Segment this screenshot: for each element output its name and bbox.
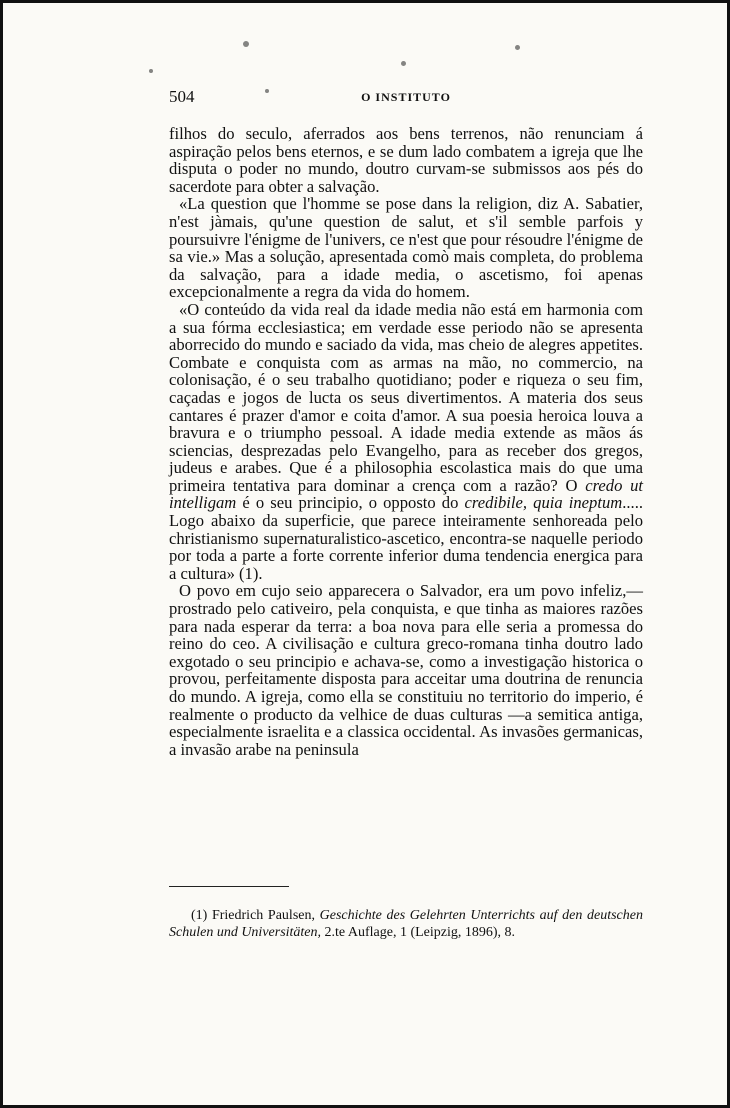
paragraph bbox=[169, 301, 643, 583]
latin-phrase: credo ut intelligam bbox=[169, 475, 643, 513]
paragraph-text: O povo em cujo seio apparecera o Salvador, era um povo infeliz,—prostrado pelo cativeiro, pela conquista, e que tinha as maiores razões para nada esperar da terra: a boa nova para elle seria a promessa do reino do ceo. A civilisação e cultura greco-romana tinha doutro lado exgotado o seu principio e achava-se, como a investigação historica o provou, perfeitamente disposta para acceitar uma doutrina de renuncia do mundo. A igreja, como ella se constituiu no territorio do imperio, é realmente o producto da velhice de duas culturas —a semitica antiga, especialmente israelita e a classica occidental. As invasões germanicas, a invasão arabe na peninsula bbox=[169, 581, 643, 759]
scanned-page bbox=[3, 3, 727, 1105]
scan-speck bbox=[265, 89, 269, 93]
page-number: 504 bbox=[169, 87, 195, 106]
body-text bbox=[169, 125, 643, 758]
paragraph bbox=[169, 125, 643, 195]
footnote-divider bbox=[169, 886, 289, 887]
paragraph-text: «O conteúdo da vida real da idade media não está em harmonia com a sua fórma ecclesiastica; em verdade esse periodo não se apresenta aborrecido do mundo e saciado da vida, mas cheio de alegres appetites. Combate e conquista com as armas na mão, no commercio, na colonisação, é o seu trabalho quotidiano; poder e riqueza o seu fim, caçadas e jogos de lucta os seus divertimentos. A materia dos seus cantares é prazer d'amor e coita d'amor. A sua poesia heroica louva a bravura e o triumpho pessoal. A idade media extende as mãos ás sciencias, desprezadas pelo Evangelho, para as receber dos gregos, judeus e arabes. Que é a philosophia escolastica mais do que uma primeira tentativa para dominar a crença com a razão? O bbox=[169, 299, 643, 495]
page-header bbox=[169, 87, 643, 107]
paragraph bbox=[169, 582, 643, 758]
paragraph-text: filhos do seculo, aferrados aos bens terrenos, não renunciam á aspiração pelos bens eternos, e se dum lado combatem a igreja que lhe disputa o poder no mundo, doutro curvam-se submissos aos pés do sacerdote para obter a salvação. bbox=[169, 124, 643, 196]
scan-speck bbox=[401, 61, 406, 66]
scan-speck bbox=[243, 41, 249, 47]
paragraph-text: «La question que l'homme se pose dans la religion, diz A. Sabatier, n'est jàmais, qu'une question de salut, et s'il semble parfois y poursuivre l'énigme de l'univers, ce n'est que pour résoudre l'énigme de sa vie.» Mas a solução, apresentada comò mais completa, do problema da salvação, para a idade media, o ascetismo, foi apenas excepcionalmente a regra da vida do homem. bbox=[169, 194, 643, 302]
footnote-text: 2.te Auflage, 1 (Leipzig, 1896), 8. bbox=[321, 925, 516, 940]
footnote-title: Geschichte des Gelehrten Unterrichts auf den deutschen Schulen und Universitäten, bbox=[169, 908, 643, 940]
paragraph-text: ..... Logo abaixo da superficie, que parece inteiramente senhoreada pelo christianismo supernaturalistico-ascetico, encontra-se naquelle periodo por toda a parte a forte corrente inferior duma tendencia energica para a cultura» (1). bbox=[169, 493, 643, 583]
scan-speck bbox=[149, 69, 153, 73]
scan-speck bbox=[515, 45, 520, 50]
footnote-text: (1) Friedrich Paulsen, bbox=[191, 908, 320, 923]
paragraph bbox=[169, 195, 643, 301]
latin-phrase: credibile, quia ineptum bbox=[464, 493, 623, 513]
footnote bbox=[169, 907, 643, 941]
paragraph-text: é o seu principio, o opposto do bbox=[236, 493, 465, 513]
running-title: O INSTITUTO bbox=[361, 90, 451, 104]
